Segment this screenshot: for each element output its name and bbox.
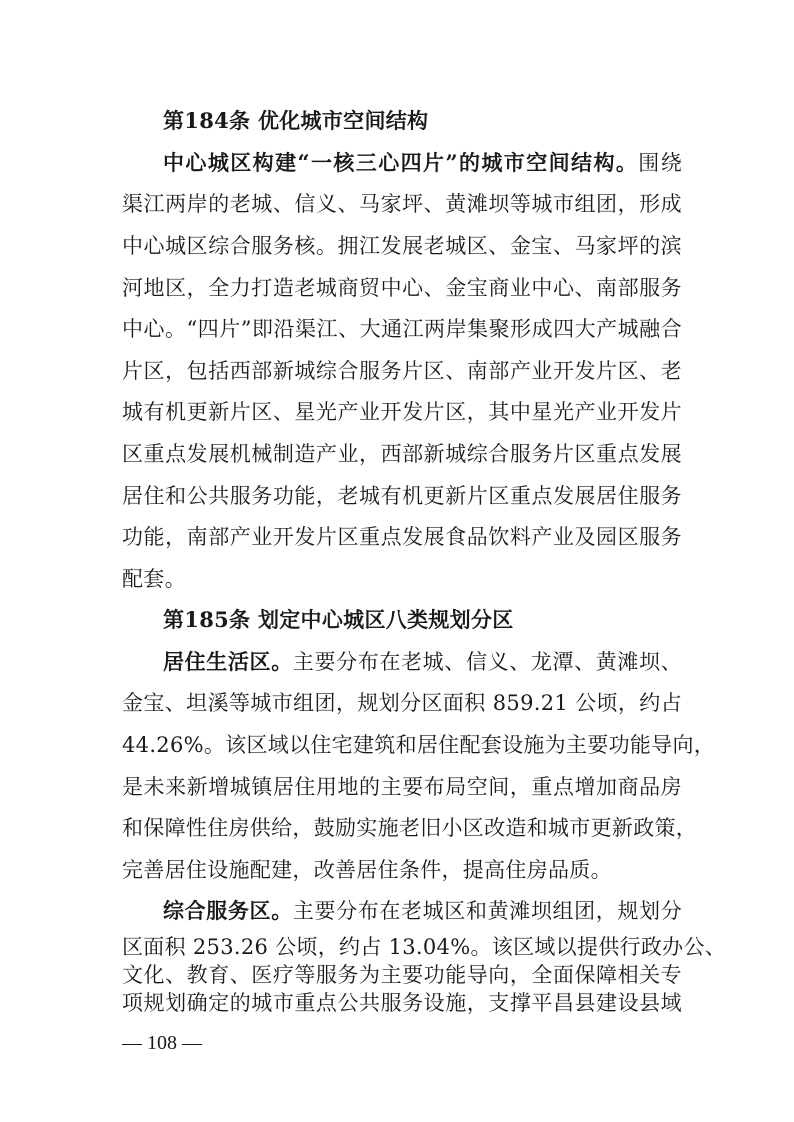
service-line1-rest: 主要分布在老城区和黄滩坝组团，规划分 [292,899,682,923]
paragraph-line: 河地区，全力打造老城商贸中心、金宝商业中心、南部服务 [122,276,682,300]
paragraph-line: 项规划确定的城市重点公共服务设施，支撑平昌县建设县域 [122,991,682,1015]
article-184-line1-rest: 围绕 [638,151,682,175]
service-lead: 综合服务区。 [163,898,293,923]
paragraph-line: 金宝、坦溪等城市组团，规划分区面积 859.21 公顷，约占 [122,691,682,715]
paragraph-line: 城有机更新片区、星光产业开发片区，其中星光产业开发片 [122,400,682,424]
article-184-heading: 第184条 优化城市空间结构 [163,108,429,133]
paragraph-line: 完善居住设施配建，改善居住条件，提高住房品质。 [122,858,612,882]
paragraph-line: 功能，南部产业开发片区重点发展食品饮料产业及园区服务 [122,525,682,549]
article-184-lead: 中心城区构建“一核三心四片”的城市空间结构。 [163,150,639,175]
page-number: — 108 — [122,1032,202,1054]
article-184-paragraph-first-line [163,148,682,178]
paragraph-line: 中心。“四片”即沿渠江、大通江两岸集聚形成四大产城融合 [122,317,682,341]
residential-lead: 居住生活区。 [163,649,293,674]
paragraph-line: 文化、教育、医疗等服务为主要功能导向，全面保障相关专 [122,963,682,987]
paragraph-line: 配套。 [122,567,186,591]
paragraph-line: 44.26%。该区域以住宅建筑和居住配套设施为主要功能导向， [122,733,716,757]
paragraph-line: 居住和公共服务功能，老城有机更新片区重点发展居住服务 [122,484,682,508]
paragraph-line: 和保障性住房供给，鼓励实施老旧小区改造和城市更新政策， [122,816,698,840]
service-paragraph-first-line [163,896,682,926]
residential-paragraph-first-line [163,647,682,677]
paragraph-line: 区重点发展机械制造产业，西部新城综合服务片区重点发展 [122,442,682,466]
paragraph-line: 区面积 253.26 公顷，约占 13.04%。该区域以提供行政办公、 [122,935,727,959]
paragraph-line: 渠江两岸的老城、信义、马家坪、黄滩坝等城市组团，形成 [122,192,682,216]
residential-line1-rest: 主要分布在老城、信义、龙潭、黄滩坝、 [292,650,682,674]
paragraph-line: 中心城区综合服务核。拥江发展老城区、金宝、马家坪的滨 [122,234,682,258]
paragraph-line: 是未来新增城镇居住用地的主要布局空间，重点增加商品房 [122,775,682,799]
paragraph-line: 片区，包括西部新城综合服务片区、南部产业开发片区、老 [122,359,682,383]
article-185-heading: 第185条 划定中心城区八类规划分区 [163,607,514,632]
